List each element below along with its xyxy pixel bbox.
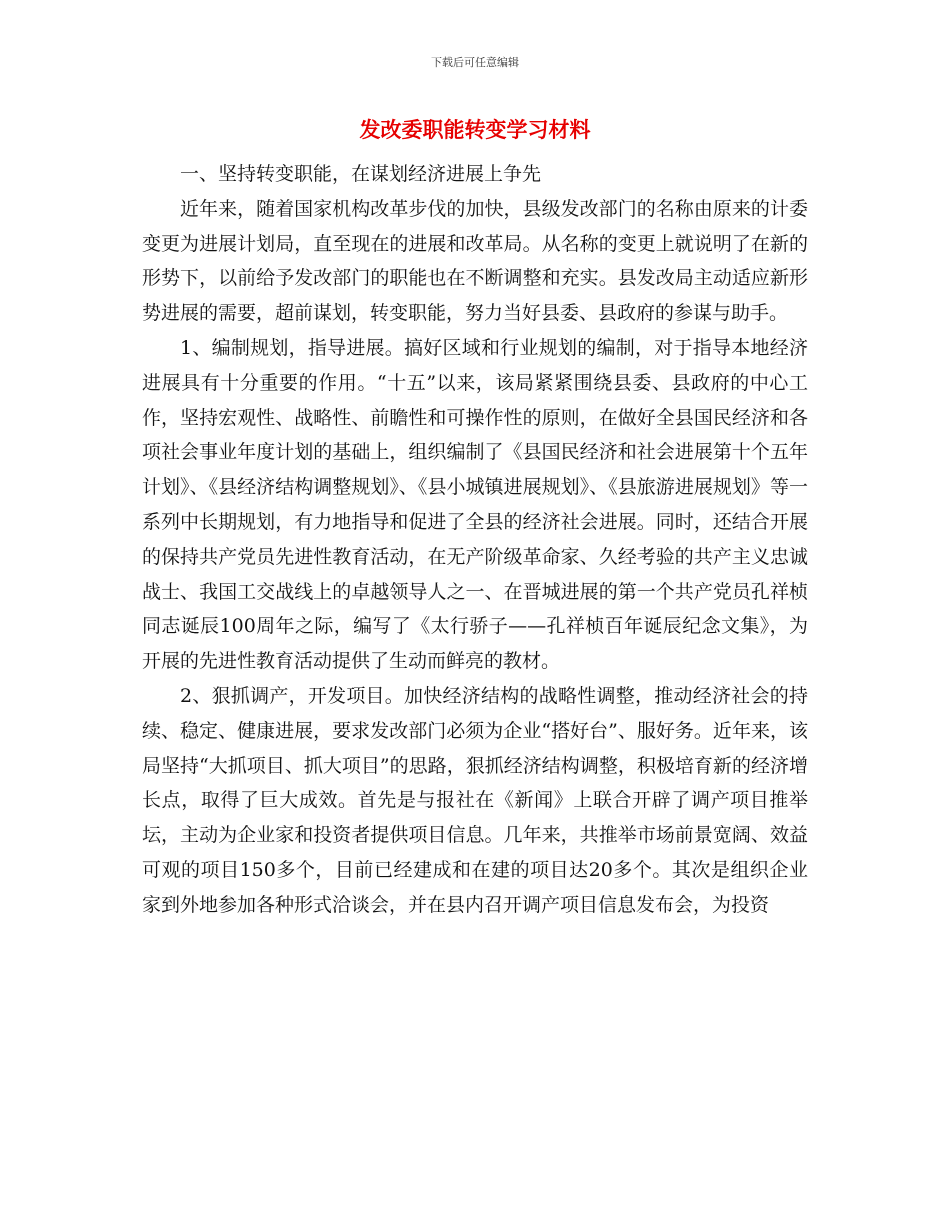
section-heading: 一、坚持转变职能，在谋划经济进展上争先 [180,163,542,185]
document-title: 发改委职能转变学习材料 [359,118,591,142]
paragraph: 2、狠抓调产，开发项目。加快经济结构的战略性调整，推动经济社会的持续、稳定、健康进展，要求发改部门必须为企业“搭好台”、服好务。近年来，该局坚持“大抓项目、抓大项目”的思路，狠抓经济结构调整，积极培育新的经济增长点，取得了巨大成效。首先是与报社在《新闻》上联合开辟了调产项目推举坛，主动为企业家和投资者提供项目信息。几年来，共推举市场前景宽阔、效益可观的项目150多个，目前已经建成和在建的项目达20多个。其次是组织企业家到外地参加各种形式洽谈会，并在县内召开调产项目信息发布会，为投资 [142,684,808,916]
document-body [142,157,808,923]
paragraph: 近年来，随着国家机构改革步伐的加快，县级发改部门的名称由原来的计委变更为进展计划局，直至现在的进展和改革局。从名称的变更上就说明了在新的形势下，以前给予发改部门的职能也在不断调整和充实。县发改局主动适应新形势进展的需要，超前谋划，转变职能，努力当好县委、县政府的参谋与助手。 [142,197,808,325]
header-note: 下载后可任意编辑 [431,56,519,69]
paragraph: 1、编制规划，指导进展。搞好区域和行业规划的编制，对于指导本地经济进展具有十分重要的作用。“十五”以来，该局紧紧围绕县委、县政府的中心工作，坚持宏观性、战略性、前瞻性和可操作性的原则，在做好全县国民经济和各项社会事业年度计划的基础上，组织编制了《县国民经济和社会进展第十个五年计划》、《县经济结构调整规划》、《县小城镇进展规划》、《县旅游进展规划》等一系列中长期规划，有力地指导和促进了全县的经济社会进展。同时，还结合开展的保持共产党员先进性教育活动，在无产阶级革命家、久经考验的共产主义忠诚战士、我国工交战线上的卓越领导人之一、在晋城进展的第一个共产党员孔祥桢同志诞辰100周年之际，编写了《太行骄子——孔祥桢百年诞辰纪念文集》，为开展的先进性教育活动提供了生动而鲜亮的教材。 [142,336,808,673]
